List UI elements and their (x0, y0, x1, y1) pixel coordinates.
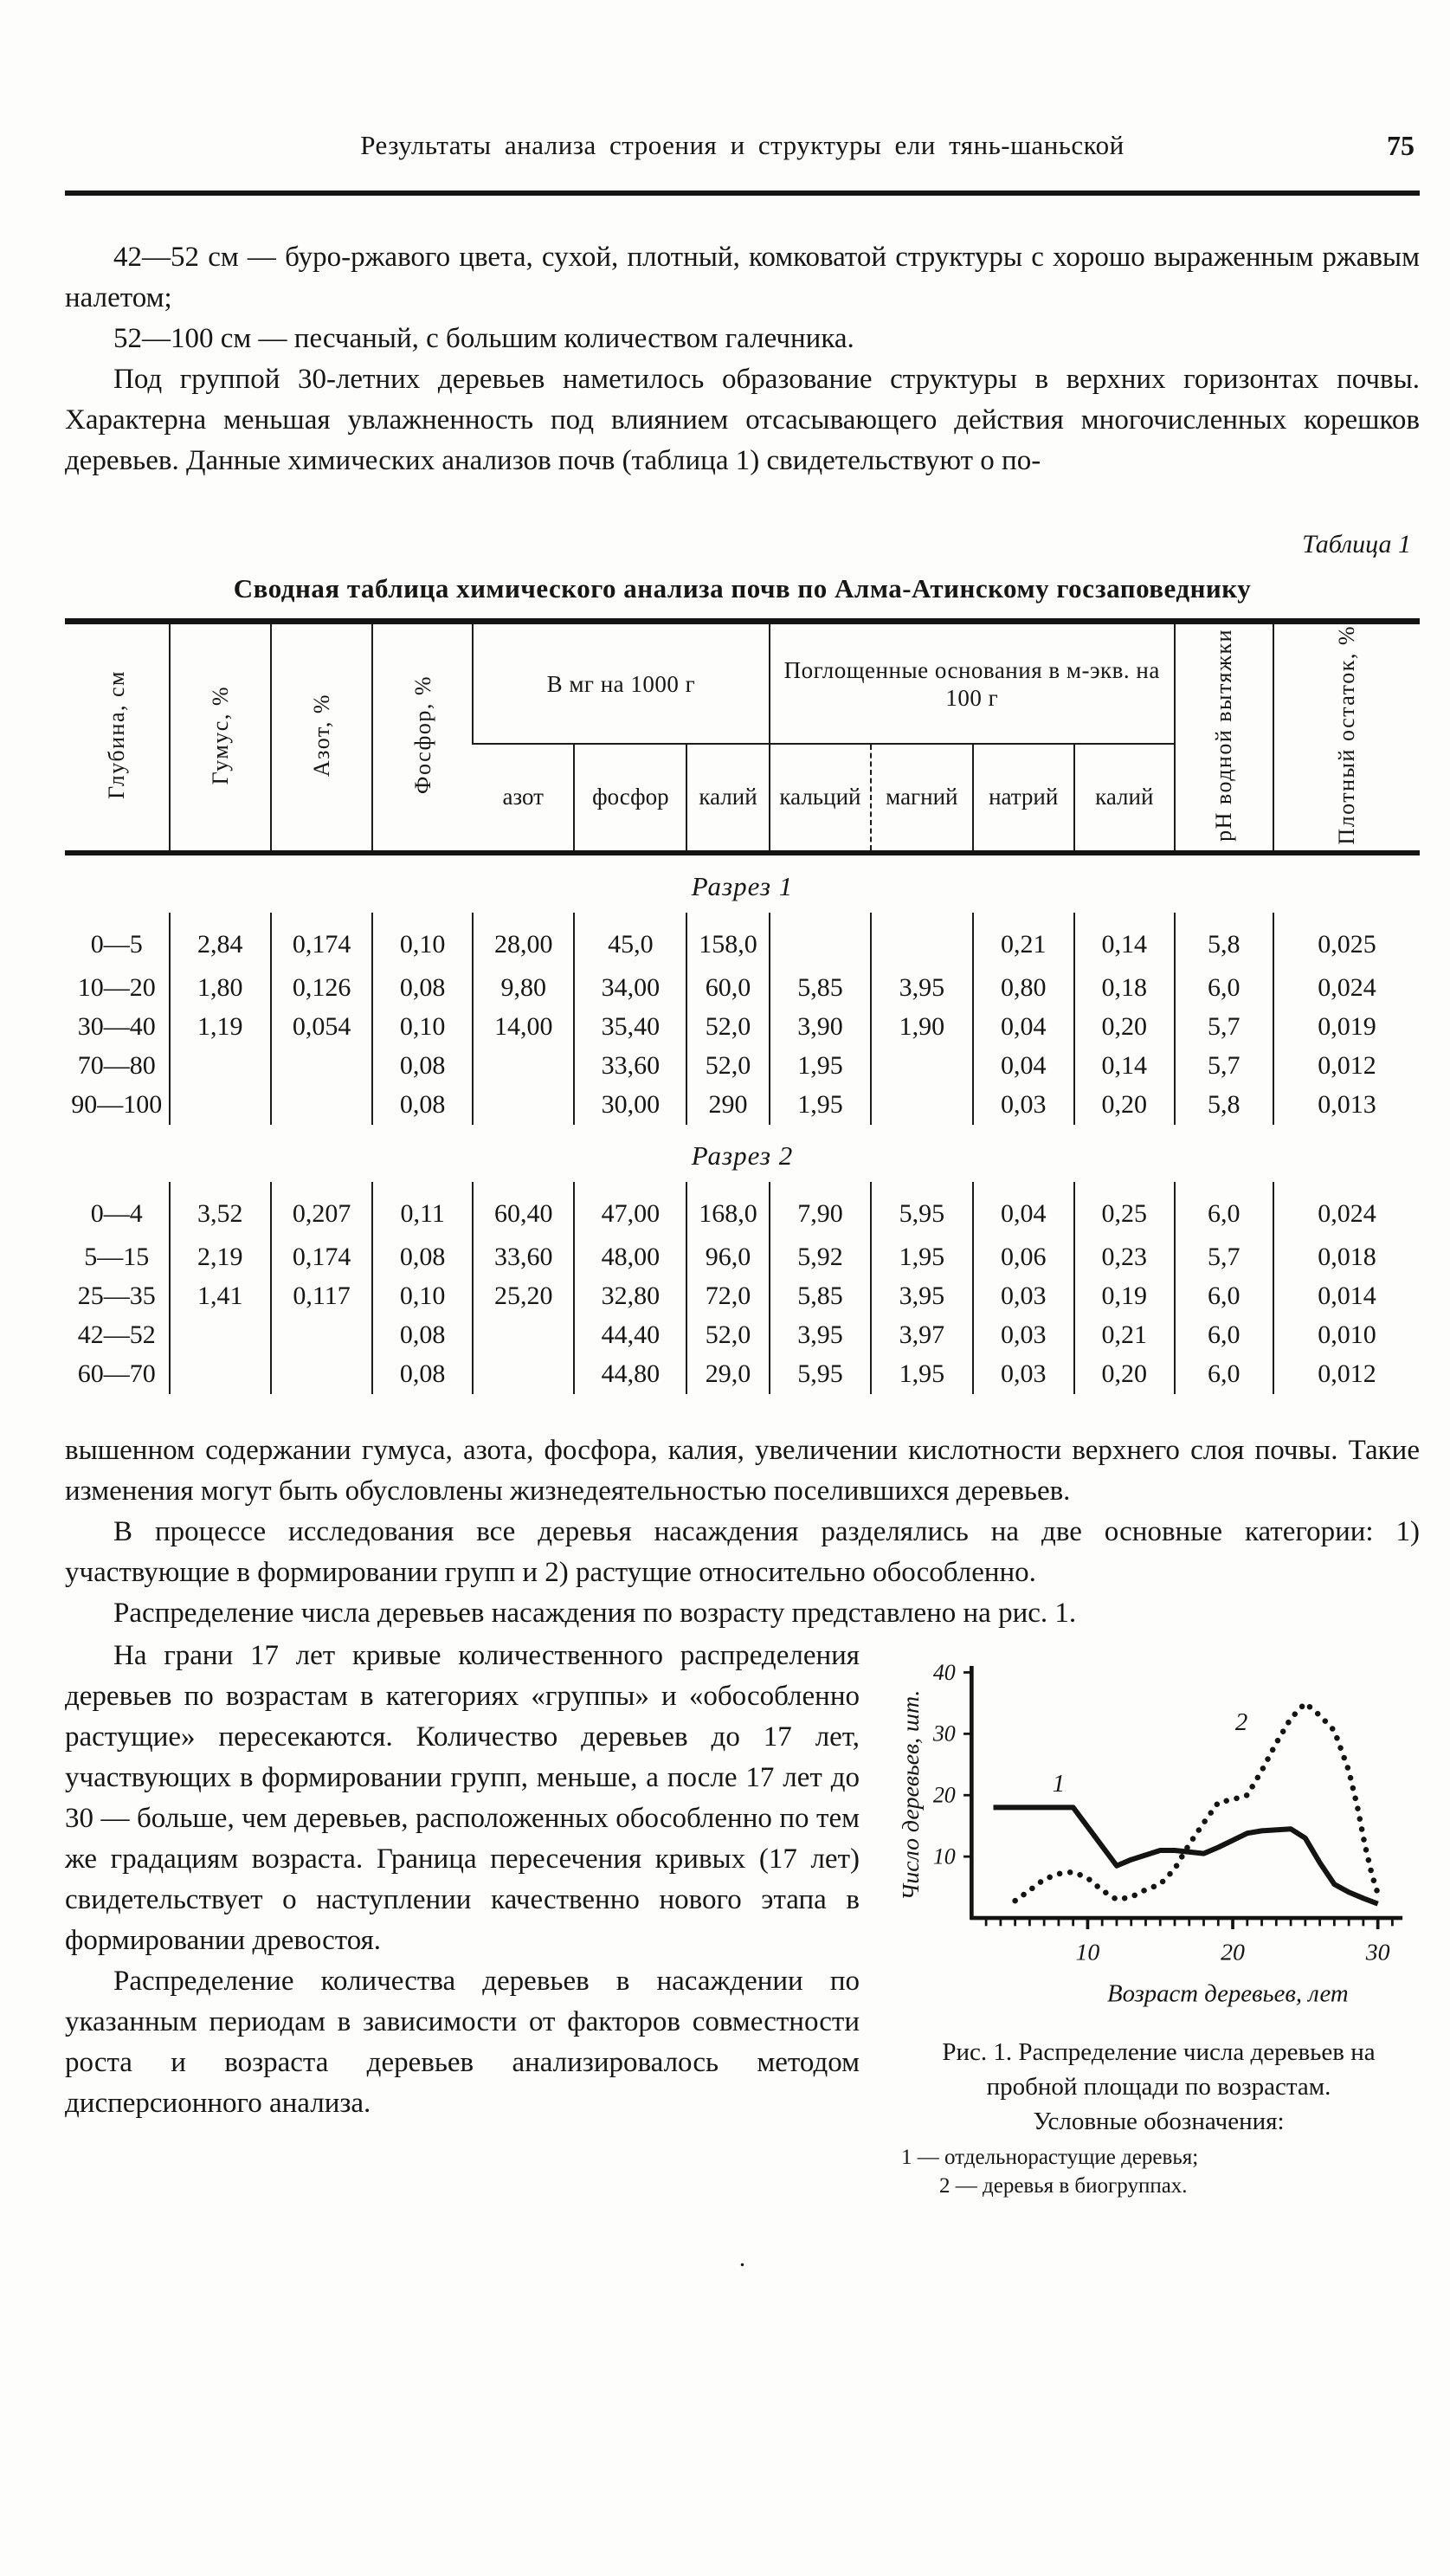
table-cell (271, 1355, 372, 1394)
table-cell: 35,40 (574, 1008, 686, 1047)
table-cell: 0,08 (372, 1086, 473, 1125)
table-cell: 14,00 (473, 1008, 574, 1047)
table-cell: 45,0 (574, 913, 686, 969)
table-cell: 1,95 (871, 1355, 972, 1394)
paragraph: В процессе исследования все деревья насаждения разделялись на две основные категории: 1) участвующие в формировании групп и 2) растущие относительно обособленно. (65, 1515, 1420, 1588)
table-cell: 0,013 (1273, 1086, 1420, 1125)
table-cell: 10—20 (77, 973, 156, 1003)
running-head-title: Результаты анализа строения и структуры ели тянь-шаньской (360, 130, 1125, 160)
table-cell: 0,03 (973, 1316, 1074, 1355)
table-cell: 0,025 (1273, 913, 1420, 969)
table-cell: 32,80 (574, 1277, 686, 1316)
table-cell: 0,024 (1273, 1182, 1420, 1238)
table-body (65, 853, 1420, 1394)
table-cell (473, 1086, 574, 1125)
table-row (65, 969, 1420, 1008)
svg-text:20: 20 (932, 1782, 956, 1808)
table-cell: 0,024 (1273, 969, 1420, 1008)
table-row (65, 1047, 1420, 1086)
table-cell: 0,03 (973, 1277, 1074, 1316)
table-cell (271, 1316, 372, 1355)
table-cell: 96,0 (686, 1238, 769, 1277)
col-header-depth: Глубина, см (104, 670, 130, 800)
table-cell: 5,85 (770, 969, 871, 1008)
table-cell (170, 1047, 271, 1086)
table-cell: 0,18 (1074, 969, 1175, 1008)
table-cell: 290 (686, 1086, 769, 1125)
table-cell (871, 1047, 972, 1086)
table-cell: 0,10 (372, 913, 473, 969)
paragraph: 42—52 см — буро-ржавого цвета, сухой, плотный, комковатой структуры с хорошо выраженным ржавым налетом; (65, 242, 1420, 313)
table-cell: 0,23 (1074, 1238, 1175, 1277)
table-cell: 0,20 (1074, 1086, 1175, 1125)
table-cell: 0,20 (1074, 1008, 1175, 1047)
table-cell: 5,7 (1175, 1047, 1273, 1086)
col-group-absorbed-bases: Поглощенные основания в м-экв. на 100 г (770, 622, 1175, 744)
table-cell: 0,03 (973, 1086, 1074, 1125)
after-table-text (65, 1430, 1420, 1634)
table-cell: 44,40 (574, 1316, 686, 1355)
intro-text (65, 237, 1420, 481)
table-cell: 0,018 (1273, 1238, 1420, 1277)
table-cell: 60,0 (686, 969, 769, 1008)
table-cell: 3,95 (770, 1316, 871, 1355)
table-cell: 60—70 (77, 1359, 156, 1389)
svg-text:40: 40 (932, 1659, 956, 1685)
table-cell: 0,06 (973, 1238, 1074, 1277)
table-cell: 1,41 (170, 1277, 271, 1316)
table-cell: 2,19 (170, 1238, 271, 1277)
svg-text:20: 20 (1221, 1938, 1245, 1966)
table-cell: 6,0 (1175, 1182, 1273, 1238)
page-number: 75 (1387, 130, 1415, 161)
table-cell: 52,0 (686, 1047, 769, 1086)
figure-column (898, 1636, 1420, 2200)
table-cell (871, 1086, 972, 1125)
table-cell: 5,85 (770, 1277, 871, 1316)
col-header-humus: Гумус, % (170, 622, 271, 853)
table-cell: 0,014 (1273, 1277, 1420, 1316)
table-cell (473, 1316, 574, 1355)
table-cell: 0,012 (1273, 1355, 1420, 1394)
subcol-natriy: натрий (973, 744, 1074, 853)
table-cell: 5,92 (770, 1238, 871, 1277)
table-cell: 0,04 (973, 1047, 1074, 1086)
table-cell: 0,08 (372, 1047, 473, 1086)
table-row (65, 913, 1420, 969)
table-header (65, 622, 1420, 853)
svg-text:Число деревьев, шт.: Число деревьев, шт. (898, 1689, 925, 1901)
table-cell: 0,04 (973, 1008, 1074, 1047)
table-cell (871, 913, 972, 969)
subcol-kaliy2: калий (1074, 744, 1175, 853)
table-cell: 25,20 (473, 1277, 574, 1316)
table-label: Таблица 1 (1302, 530, 1411, 558)
table-cell: 47,00 (574, 1182, 686, 1238)
table-section-title (65, 1125, 1420, 1182)
table-cell: 0,126 (271, 969, 372, 1008)
table-cell: 6,0 (1175, 969, 1273, 1008)
paragraph: Под группой 30-летних деревьев наметилось образование структуры в верхних горизонтах почвы. Характерна меньшая увлажненность под влиянием отсасывающего действия многочисленных корешков деревьев. Данные химических анализов почв (таблица 1) свидетельствуют о по- (65, 364, 1420, 476)
table-cell: 34,00 (574, 969, 686, 1008)
table-cell: 0,08 (372, 969, 473, 1008)
table-cell: 6,0 (1175, 1316, 1273, 1355)
table-cell (271, 1047, 372, 1086)
table-cell: 0,010 (1273, 1316, 1420, 1355)
table-cell: 3,52 (170, 1182, 271, 1238)
table-cell: 48,00 (574, 1238, 686, 1277)
paragraph: Распределение числа деревьев насаждения по возрасту представлено на рис. 1. (113, 1597, 1077, 1629)
table-cell: 2,84 (170, 913, 271, 969)
table-cell (473, 1355, 574, 1394)
subcol-kalciy: кальций (770, 744, 871, 853)
table-row (65, 1086, 1420, 1125)
table-cell: 7,90 (770, 1182, 871, 1238)
table-row (65, 1277, 1420, 1316)
table-cell: 0—5 (90, 930, 143, 959)
table-cell: 0,25 (1074, 1182, 1175, 1238)
svg-text:30: 30 (932, 1721, 956, 1746)
table-cell: 0,019 (1273, 1008, 1420, 1047)
table-cell: 52,0 (686, 1008, 769, 1047)
table-cell: 0,054 (271, 1008, 372, 1047)
table-cell: 3,95 (871, 1277, 972, 1316)
table-cell: 29,0 (686, 1355, 769, 1394)
section-title-cell: Разрез 1 (691, 870, 794, 901)
subcol-kaliy: калий (686, 744, 769, 853)
table-cell: 33,60 (473, 1238, 574, 1277)
table-cell: 60,40 (473, 1182, 574, 1238)
subcol-azot: азот (502, 784, 544, 810)
table-cell: 0,08 (372, 1238, 473, 1277)
paragraph: Распределение количества деревьев в насаждении по указанным периодам в зависимости от факторов совместности роста и возраста деревьев анализировалось методом дисперсионного анализа. (65, 1965, 860, 2119)
subcol-magniy: магний (871, 744, 972, 853)
table-cell: 70—80 (77, 1051, 156, 1081)
soil-analysis-table (65, 618, 1420, 1394)
table-cell: 72,0 (686, 1277, 769, 1316)
table-cell: 1,95 (770, 1086, 871, 1125)
svg-text:30: 30 (1365, 1938, 1390, 1966)
table-cell: 5,95 (871, 1182, 972, 1238)
table-cell: 0,04 (973, 1182, 1074, 1238)
table-cell (770, 913, 871, 969)
table-cell: 0,08 (372, 1355, 473, 1394)
table-cell (473, 1047, 574, 1086)
running-head (65, 130, 1420, 168)
table-cell (170, 1086, 271, 1125)
table-cell: 9,80 (473, 969, 574, 1008)
table-cell: 5,95 (770, 1355, 871, 1394)
figure-chart (898, 1641, 1420, 2018)
table-cell: 0,174 (271, 1238, 372, 1277)
col-header-phosphorus: Фосфор, % (372, 622, 473, 853)
table-cell: 168,0 (686, 1182, 769, 1238)
paragraph: 52—100 см — песчаный, с большим количеством галечника. (113, 323, 854, 354)
subcol-fosfor: фосфор (574, 744, 686, 853)
table-cell: 0,21 (973, 913, 1074, 969)
table-cell: 0,012 (1273, 1047, 1420, 1086)
table-cell: 1,90 (871, 1008, 972, 1047)
table-cell: 0,03 (973, 1355, 1074, 1394)
table-cell: 30,00 (574, 1086, 686, 1125)
table-cell (170, 1355, 271, 1394)
table-cell: 0,11 (372, 1182, 473, 1238)
table-cell: 5—15 (84, 1243, 150, 1272)
section-title-cell: Разрез 2 (691, 1140, 794, 1171)
table-cell: 0,14 (1074, 913, 1175, 969)
svg-text:10: 10 (932, 1843, 956, 1869)
table-cell: 30—40 (77, 1012, 156, 1042)
table-cell: 28,00 (473, 913, 574, 969)
table-cell: 1,19 (170, 1008, 271, 1047)
table-cell: 3,95 (871, 969, 972, 1008)
col-header-dense-residue: Плотный остаток, % (1273, 622, 1420, 853)
table-cell: 0,20 (1074, 1355, 1175, 1394)
table-cell: 6,0 (1175, 1355, 1273, 1394)
svg-text:1: 1 (1052, 1769, 1066, 1798)
header-rule (65, 190, 1420, 196)
table-cell: 42—52 (77, 1320, 156, 1350)
svg-text:2: 2 (1234, 1708, 1248, 1736)
figure-legend (898, 2143, 1420, 2200)
svg-text:10: 10 (1075, 1938, 1100, 1966)
table-cell: 0,174 (271, 913, 372, 969)
table-cell: 25—35 (77, 1282, 156, 1311)
figure-caption: Рис. 1. Распределение числа деревьев на пробной площади по возрастам. (942, 2037, 1376, 2101)
svg-text:Возраст деревьев, лет: Возраст деревьев, лет (1107, 1979, 1349, 2008)
table-cell: 6,0 (1175, 1277, 1273, 1316)
table-cell: 33,60 (574, 1047, 686, 1086)
table-cell: 1,95 (770, 1047, 871, 1086)
table-row (65, 1008, 1420, 1047)
table-cell: 1,95 (871, 1238, 972, 1277)
col-header-ph: pH водной вытяжки (1175, 622, 1273, 853)
table-cell: 3,90 (770, 1008, 871, 1047)
table-cell: 5,8 (1175, 913, 1273, 969)
table-cell: 0—4 (90, 1199, 143, 1229)
table-cell: 5,8 (1175, 1086, 1273, 1125)
table-cell: 158,0 (686, 913, 769, 969)
table-cell: 90—100 (71, 1090, 163, 1120)
table-cell: 5,7 (1175, 1238, 1273, 1277)
table-cell: 0,10 (372, 1008, 473, 1047)
table-section-title (65, 853, 1420, 913)
table-cell: 0,14 (1074, 1047, 1175, 1086)
table-cell: 0,117 (271, 1277, 372, 1316)
figure-legend-title: Условные обозначения: (1033, 2107, 1285, 2135)
table-cell: 52,0 (686, 1316, 769, 1355)
paragraph: вышенном содержании гумуса, азота, фосфора, калия, увеличении кислотности верхнего слоя почвы. Такие изменения могут быть обусловлены жизнедеятельностью поселившихся деревьев. (65, 1434, 1420, 1507)
table-cell: 0,19 (1074, 1277, 1175, 1316)
legend-item-2: 2 — деревья в биогруппах. (939, 2173, 1188, 2198)
table-cell: 0,10 (372, 1277, 473, 1316)
table-cell: 0,207 (271, 1182, 372, 1238)
table-cell: 0,21 (1074, 1316, 1175, 1355)
table-title: Сводная таблица химического анализа почв по Алма-Атинскому госзаповеднику (233, 573, 1252, 604)
table-row (65, 1238, 1420, 1277)
table-row (65, 1182, 1420, 1238)
two-column-zone (65, 1636, 1420, 2200)
table-cell: 5,7 (1175, 1008, 1273, 1047)
paragraph: На грани 17 лет кривые количественного распределения деревьев по возрастам в категориях «группы» и «обособленно растущие» пересекаются. Количество деревьев до 17 лет, участвующих в формировании групп, меньше, а после 17 лет до 30 — больше, чем деревьев, расположенных обособленно по тем же градациям возраста. Граница пересечения кривых (17 лет) свидетельствует о наступлении качественно нового этапа в формировании древостоя. (65, 1639, 860, 1956)
col-header-nitrogen: Азот, % (271, 622, 372, 853)
page-mark: . (738, 2243, 746, 2272)
legend-item-1: 1 — отдельнорастущие деревья; (901, 2145, 1199, 2169)
table-cell (271, 1086, 372, 1125)
col-group-mg-per-1000g: В мг на 1000 г (473, 622, 770, 744)
table-cell: 1,80 (170, 969, 271, 1008)
table-cell: 0,08 (372, 1316, 473, 1355)
table-row (65, 1355, 1420, 1394)
table-cell (170, 1316, 271, 1355)
table-cell: 0,80 (973, 969, 1074, 1008)
left-text-column (65, 1636, 860, 2200)
table-cell: 3,97 (871, 1316, 972, 1355)
table-cell: 44,80 (574, 1355, 686, 1394)
table-row (65, 1316, 1420, 1355)
